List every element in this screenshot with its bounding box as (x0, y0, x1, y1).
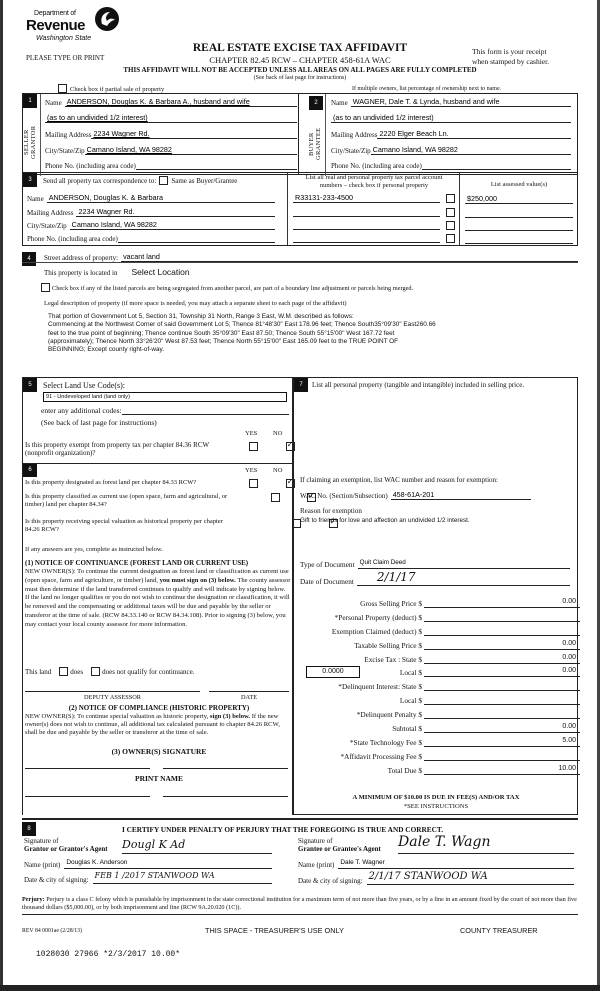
state-technology-fee-row[interactable]: *State Technology Fee $ 5.00 (300, 735, 580, 747)
assessed-header: List assessed value(s) (490, 181, 548, 188)
personal-property-area[interactable] (300, 403, 570, 463)
grantor-date-field[interactable]: Date & city of signing: FEB 1 /2017 STANWOOD WA (24, 871, 272, 884)
section-8-certification (22, 818, 578, 888)
affidavit-processing-fee-row[interactable]: *Affidavit Processing Fee $ (300, 749, 580, 761)
exemption-label: If claiming an exemption, list WAC number and reason for exemption: (300, 476, 498, 484)
wac-number-value: 458-61A-201 (391, 490, 531, 500)
exempt-yes-checkbox[interactable] (249, 442, 258, 451)
notice1-text: NEW OWNER(S): To continue the current designation as forest land or classification as current use (open space, farm and agriculture, or timber) land, you must sign on (3) below. The county assessor must then determine if the land transferred continues to qualify and will indicate by signing below. If the land no longer qualifies or you do not wish to continue the designation or classification, it will be removed and the compensating or additional taxes will be due and payable by the seller or transferor at the time of sale. (RCW 84.33.140 or RCW 84.34.108). Prior to signing (3) below, you may contact your local county assessor for more information. (25, 568, 291, 628)
legal-description-text[interactable]: That portion of Government Lot 5, Section 31, Township 31 North, Range 3 East, W.M. described as follows: Commencing at the Northwest Corner of said Government Lot 5; Thence 81°48'30" East 178.96 feet; Thence South35°09'30" East260.66 feet to the true point of beginning; Thence continue South 35°09'30" East 87.50; Thence South 55°15'00" West 167.72 feet (approximately); Thence North 33°26'20" West 87.53 feet; Thence North 55°15'00" East 165.09 feet to the TRUE POINT OF BEGINNING; Except county right-of-way. (48, 313, 436, 354)
notice2-title: (2) NOTICE OF COMPLIANCE (HISTORIC PROPERTY) (68, 704, 250, 712)
partial-sale-row (58, 84, 164, 93)
additional-codes-field[interactable]: enter any additional codes: (41, 405, 289, 415)
section-5-land-use (22, 377, 294, 463)
if-yes-note: If any answers are yes, complete as instructed below. (25, 546, 163, 553)
seller-address-value: 2234 Wagner Rd. (91, 129, 297, 139)
grantee-sig-label: Signature of Grantee or Grantee's Agent (298, 837, 381, 854)
section-number: 3 (23, 173, 37, 187)
assessed-value-field[interactable]: $250,000 (465, 194, 573, 204)
section-number: 8 (22, 822, 36, 836)
personal-property-deduct-row[interactable]: *Personal Property (deduct) $ (300, 610, 580, 622)
parcel-row[interactable] (293, 220, 455, 230)
exempt-question: Is this property exempt from property tax per chapter 84.36 RCW (nonprofit organization)? (25, 441, 209, 458)
logo-line2: Revenue (26, 17, 86, 34)
owner-signature-line-2[interactable] (163, 768, 288, 769)
current-use-yes-checkbox[interactable] (271, 493, 280, 502)
subtotal-row[interactable]: Subtotal $ 0.00 (300, 721, 580, 733)
segregated-checkbox[interactable] (41, 283, 50, 292)
perjury-notice: Perjury: Perjury is a class C felony which is punishable by imprisonment in the state correctional institution for a maximum term of not more than five years, or by a fine in an amount fixed by the court of not more than five thousand dollars ($5,000.00), or by both imprisonment and fine (RCW 9A.20.020 (1C)). (22, 896, 578, 915)
grantee-name-field[interactable]: Name (print) Dale T. Wagner (298, 859, 574, 869)
parcel-number (293, 207, 440, 217)
please-type-note: PLEASE TYPE OR PRINT (26, 54, 105, 62)
owner-signature-line-1[interactable] (25, 768, 150, 769)
buyer-city-field[interactable]: City/State/Zip Camano Island, WA 98282 (331, 145, 571, 155)
buyer-name-field-2[interactable] (331, 113, 571, 123)
grantor-date-value: FEB 1 /2017 STANWOOD WA (93, 871, 272, 884)
current-use-question: Is this property classified as current use (open space, farm and agricultural, or timber) land per chapter 84.34? (25, 493, 228, 509)
wac-number-field[interactable]: WAC No. (Section/Subsection) 458-61A-201 (300, 490, 578, 500)
assessed-value-field[interactable] (465, 234, 573, 244)
legal-description-label: Legal description of property (if more space is needed, you may attach a separate sheet to each page of the affidavit) (44, 300, 347, 307)
assessed-value-field[interactable] (465, 221, 573, 231)
corr-address-field[interactable]: Mailing Address 2234 Wagner Rd. (27, 207, 275, 217)
parcel-number: R33131-233-4500 (293, 193, 440, 203)
corr-name-field[interactable]: Name ANDERSON, Douglas K. & Barbara (27, 193, 275, 203)
buyer-name-value-2: (as to an undivided 1/2 interest) (331, 113, 571, 123)
segregated-row: Check box if any of the listed parcels are being segregated from another parcel, are part of a boundary line adjustment or parcels being merged. (41, 283, 413, 292)
personal-property-label: List all personal property (tangible and intangible) included in selling price. (312, 381, 525, 389)
doc-type-field[interactable]: Type of Document Quit Claim Deed (300, 559, 570, 569)
doc-type-value: Quit Claim Deed (358, 559, 570, 569)
section-number: 2 (309, 96, 323, 110)
see-back-note: (See back of last page for instructions) (253, 75, 347, 81)
seller-grantor-label: SELLER GRANTOR (23, 125, 37, 159)
seller-name-field-2[interactable] (45, 113, 297, 123)
continuance-row: This land does does not qualify for continuance. (25, 668, 195, 676)
dor-logo (26, 6, 126, 46)
county-treasurer: COUNTY TREASURER (460, 926, 538, 935)
forest-question: Is this property designated as forest land per chapter 84.33 RCW? (25, 479, 197, 486)
parcel-number (293, 233, 440, 243)
personal-property-checkbox[interactable] (446, 208, 455, 217)
personal-property-checkbox[interactable] (446, 194, 455, 203)
see-instructions-note: *SEE INSTRUCTIONS (403, 803, 469, 810)
corr-phone-field[interactable]: Phone No. (including area code) (27, 233, 275, 243)
street-address-value: vacant land (121, 252, 578, 262)
form-id: REV 84 0001ae (2/28/13) (22, 928, 82, 934)
gross-selling-price-row[interactable]: Gross Selling Price $ 0.00 (300, 596, 580, 608)
assessed-value-field[interactable] (465, 208, 573, 218)
grantor-name-field[interactable]: Name (print) Douglas K. Anderson (24, 859, 272, 869)
section-number: 5 (23, 378, 37, 392)
seller-phone-field[interactable]: Phone No. (including area code) (45, 160, 297, 170)
does-qualify-checkbox[interactable] (59, 667, 68, 676)
send-correspondence-row: Send all property tax correspondence to: Same as Buyer/Grantee (43, 177, 238, 185)
location-select-value[interactable]: Select Location (131, 267, 190, 277)
exemption-claimed-row[interactable]: Exemption Claimed (deduct) $ (300, 624, 580, 636)
parcel-row[interactable] (293, 207, 455, 217)
seller-address-field[interactable]: Mailing Address 2234 Wagner Rd. (45, 129, 297, 139)
dor-swirl-icon (94, 6, 120, 32)
additional-codes-value (122, 405, 289, 415)
does-not-qualify-checkbox[interactable] (91, 667, 100, 676)
parcel-row[interactable] (293, 233, 455, 243)
reason-value[interactable]: Gift to friends for love and affection an undivided 1/2 interest. (300, 517, 470, 524)
seller-city-value: Camano Island, WA 98282 (85, 145, 297, 155)
partial-sale-label: Check box if partial sale of property (70, 86, 165, 93)
yes-header: YES (245, 467, 258, 474)
see-back-note: (See back of last page for instructions) (41, 418, 157, 427)
excise-tax-state-row[interactable]: Excise Tax : State $ 0.00 (300, 652, 580, 664)
section-number: 6 (23, 463, 37, 477)
seller-name-value: ANDERSON, Douglas K. & Barbara A., husband and wife (65, 97, 297, 107)
perjury-certification: I CERTIFY UNDER PENALTY OF PERJURY THAT THE FOREGOING IS TRUE AND CORRECT. (122, 825, 444, 834)
notice2-text: NEW OWNER(S): To continue special valuation as historic property, sign (3) below. If the new owner(s) does not wish to continue, all additional tax calculated pursuant to chapter 84.26 RCW, shall be due and payable by the seller or transferor at the time of sale. (25, 713, 280, 737)
section-6-designations (22, 463, 294, 815)
corr-city-value: Camano Island, WA 98282 (70, 220, 275, 230)
grantee-signature[interactable]: Dale T. Wagn (398, 834, 574, 854)
form-title: REAL ESTATE EXCISE TAX AFFIDAVIT (192, 42, 408, 54)
grantee-date-field[interactable]: Date & city of signing: 2/1/17 STANWOOD WA (298, 871, 574, 885)
no-header: NO (273, 467, 283, 474)
no-header: NO (273, 430, 283, 437)
section-number: 7 (294, 378, 308, 392)
grantor-name-value: Douglas K. Anderson (64, 859, 272, 869)
seller-phone-value (136, 160, 297, 170)
location-select[interactable]: This property is located in Select Location (44, 267, 190, 277)
delinquent-interest-state-row[interactable]: *Delinquent Interest: State $ (300, 679, 580, 691)
yes-header: YES (245, 430, 258, 437)
receipt-note-1: This form is your receipt (472, 47, 547, 56)
section-3-tax-correspondence (22, 172, 578, 246)
same-as-buyer-checkbox[interactable] (159, 176, 168, 185)
deputy-assessor-label: DEPUTY ASSESSOR (84, 694, 141, 701)
section-1-seller (22, 93, 298, 175)
deputy-assessor-line[interactable] (25, 691, 200, 692)
receipt-note-2: when stamped by cashier. (472, 57, 550, 66)
delinquent-interest-local-row[interactable]: Local $ (300, 693, 580, 705)
corr-name-value: ANDERSON, Douglas K. & Barbara (47, 193, 275, 203)
completeness-warning: THIS AFFIDAVIT WILL NOT BE ACCEPTED UNLESS ALL AREAS ON ALL PAGES ARE FULLY COMPLETED (123, 66, 477, 74)
logo-line3: Washington State (36, 35, 92, 42)
buyer-grantee-label: BUYER GRANTEE (308, 127, 322, 161)
print-name-title: PRINT NAME (135, 774, 183, 783)
local-rate-box[interactable]: 0.0000 (306, 666, 360, 678)
forest-yes-checkbox[interactable] (249, 479, 258, 488)
delinquent-penalty-row[interactable]: *Delinquent Penalty $ (300, 707, 580, 719)
print-name-line-2[interactable] (163, 796, 288, 797)
corr-city-field[interactable]: City/State/Zip Camano Island, WA 98282 (27, 220, 275, 230)
land-use-label: Select Land Use Code(s): (43, 381, 125, 390)
total-due-row[interactable]: Total Due $ 10.00 (300, 763, 580, 775)
form-chapter: CHAPTER 82.45 RCW – CHAPTER 458-61A WAC (209, 55, 391, 65)
multiple-owners-note: If multiple owners, list percentage of ownership next to name. (352, 86, 502, 92)
corr-phone-value (118, 233, 275, 243)
grantee-date-value: 2/1/17 STANWOOD WA (367, 871, 574, 885)
personal-property-checkbox[interactable] (446, 221, 455, 230)
print-name-line-1[interactable] (25, 796, 150, 797)
seller-city-field[interactable]: City/State/Zip Camano Island, WA 98282 (45, 145, 297, 155)
treasurer-use-only: THIS SPACE - TREASURER'S USE ONLY (205, 926, 344, 935)
grantor-signature[interactable]: Dougl K Ad (122, 838, 272, 854)
buyer-phone-value (422, 160, 571, 170)
section-4-property (22, 250, 578, 364)
grantee-name-value: Dale T. Wagner (338, 859, 574, 869)
minimum-due-note: A MINIMUM OF $10.00 IS DUE IN FEE(S) AND/OR TAX (352, 794, 520, 801)
section-2-buyer (298, 93, 578, 175)
buyer-name-value: WAGNER, Dale T. & Lynda, husband and wife (351, 97, 571, 107)
logo-line1: Department of (34, 10, 76, 17)
scan-edge-left (0, 0, 3, 991)
buyer-phone-field[interactable]: Phone No. (including area code) (331, 160, 571, 170)
historical-question: Is this property receiving special valuation as historical property per chapter 84.26 RCW? (25, 518, 223, 534)
seller-name-field[interactable]: Name ANDERSON, Douglas K. & Barbara A., husband and wife (45, 97, 297, 107)
partial-sale-checkbox[interactable] (58, 84, 67, 93)
notice1-title: (1) NOTICE OF CONTINUANCE (FOREST LAND OR CURRENT USE) (25, 559, 249, 567)
section-number: 1 (23, 94, 37, 108)
section-number: 4 (22, 252, 36, 266)
reason-label: Reason for exemption (300, 507, 362, 515)
doc-date-value: 2/1/17 (357, 570, 570, 586)
land-use-select[interactable]: 91 - Undeveloped land (land only) (43, 392, 287, 402)
parcel-row[interactable] (293, 193, 455, 203)
street-address-field[interactable]: Street address of property: vacant land (44, 252, 578, 262)
buyer-address-value: 2220 Elger Beach Ln. (377, 129, 571, 139)
taxable-selling-price-row[interactable]: Taxable Selling Price $ 0.00 (300, 638, 580, 650)
assessor-date-line[interactable] (209, 691, 289, 692)
parcel-number (293, 220, 440, 230)
personal-property-checkbox[interactable] (446, 234, 455, 243)
date-label: DATE (240, 694, 258, 701)
doc-date-field[interactable]: Date of Document 2/1/17 (300, 570, 570, 586)
excise-tax-local-row[interactable]: 0.0000 Local $ 0.00 (300, 665, 580, 677)
corr-address-value: 2234 Wagner Rd. (76, 207, 275, 217)
parcel-header: List all real and personal property tax parcel account numbers – check box if personal property (305, 174, 443, 190)
seller-name-value-2: (as to an undivided 1/2 interest) (45, 113, 297, 123)
buyer-address-field[interactable]: Mailing Address 2220 Elger Beach Ln. (331, 129, 571, 139)
grantor-sig-label: Signature of Grantor or Grantor's Agent (24, 837, 108, 854)
owner-signature-title: (3) OWNER(S) SIGNATURE (111, 747, 207, 756)
buyer-name-field[interactable]: Name WAGNER, Dale T. & Lynda, husband and wife (331, 97, 571, 107)
treasurer-stamp: 1028030 27966 *2/3/2017 10.00* (36, 950, 181, 959)
buyer-city-value: Camano Island, WA 98282 (371, 145, 571, 155)
